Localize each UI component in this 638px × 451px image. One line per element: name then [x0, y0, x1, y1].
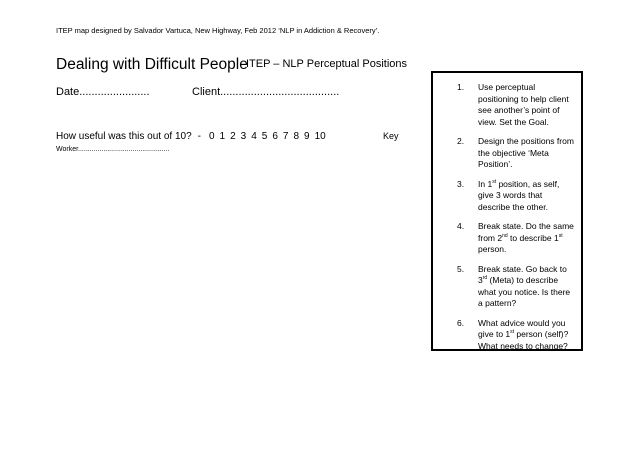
- step-number: 2.: [457, 136, 465, 146]
- steps-list: [433, 82, 583, 360]
- step-text-part: Use perceptual positioning to help client see another’s point of view. Set the Goal.: [478, 82, 569, 127]
- scale-4: 4: [251, 131, 257, 142]
- scale-3: 3: [240, 131, 247, 142]
- scale-0: 0: [208, 131, 215, 142]
- step-item: [433, 264, 583, 310]
- step-item: [433, 221, 583, 256]
- scale-9: 9: [304, 131, 310, 142]
- step-item: [433, 136, 583, 171]
- date-field: Date.......................: [56, 86, 150, 98]
- step-number: 6.: [457, 317, 465, 328]
- step-number: 4.: [457, 221, 465, 231]
- step-text: [478, 264, 570, 309]
- scale-8: 8: [293, 131, 300, 142]
- step-text: [478, 318, 568, 351]
- scale-2: 2: [230, 131, 236, 142]
- step-text: [478, 221, 574, 254]
- step-ordinal-suffix: st: [558, 232, 563, 239]
- step-text: [478, 82, 569, 127]
- step-ordinal-suffix: st: [510, 329, 515, 336]
- step-ordinal-suffix: st: [492, 178, 497, 185]
- step-number: 3.: [457, 178, 465, 189]
- page-subtitle: ITEP – NLP Perceptual Positions: [246, 58, 408, 70]
- step-item: [433, 82, 583, 128]
- scale-1: 1: [219, 131, 226, 142]
- step-text-part: person.: [478, 244, 507, 254]
- worker-field: Worker...............................................: [56, 146, 170, 153]
- step-number: 5.: [457, 263, 465, 274]
- step-item: [433, 318, 583, 353]
- step-number: 1.: [457, 82, 465, 92]
- scale-6: 6: [272, 131, 278, 142]
- step-ordinal-suffix: rd: [482, 275, 488, 282]
- step-text: [478, 136, 574, 169]
- step-text-part: to describe 1: [507, 232, 559, 243]
- step-text-part: In 1: [478, 178, 493, 189]
- rating-dash: -: [197, 131, 201, 142]
- step-text-part: Design the positions from the objective ‘Meta Position’.: [478, 136, 574, 169]
- rating-row: [56, 131, 326, 142]
- key-label: Key: [383, 131, 399, 141]
- steps-box: [431, 71, 583, 351]
- step-text: [478, 179, 559, 212]
- scale-5: 5: [261, 131, 268, 142]
- step-ordinal-suffix: nd: [502, 232, 508, 239]
- step-text-part: position, as self, give 3 words that describe the other.: [478, 178, 560, 212]
- step-item: [433, 179, 583, 214]
- step-text-part: Break state. Go back to 3: [478, 263, 567, 285]
- credit-line: ITEP map designed by Salvador Vartuca, New Highway, Feb 2012 ‘NLP in Addiction & Recovery’.: [56, 26, 380, 35]
- step-text-part: person (self)? What needs to change?: [478, 329, 569, 351]
- rating-question: How useful was this out of 10?: [56, 131, 192, 142]
- step-text-part: Break state. Do the same from 2: [478, 221, 574, 243]
- step-text-part: What advice would you give to 1: [478, 317, 566, 339]
- step-text-part: (Meta) to describe what you notice. Is there a pattern?: [478, 275, 571, 308]
- page-title: Dealing with Difficult People: [56, 56, 248, 73]
- client-field: Client.......................................: [192, 86, 340, 98]
- scale-10: 10: [314, 131, 326, 142]
- scale-7: 7: [282, 131, 289, 142]
